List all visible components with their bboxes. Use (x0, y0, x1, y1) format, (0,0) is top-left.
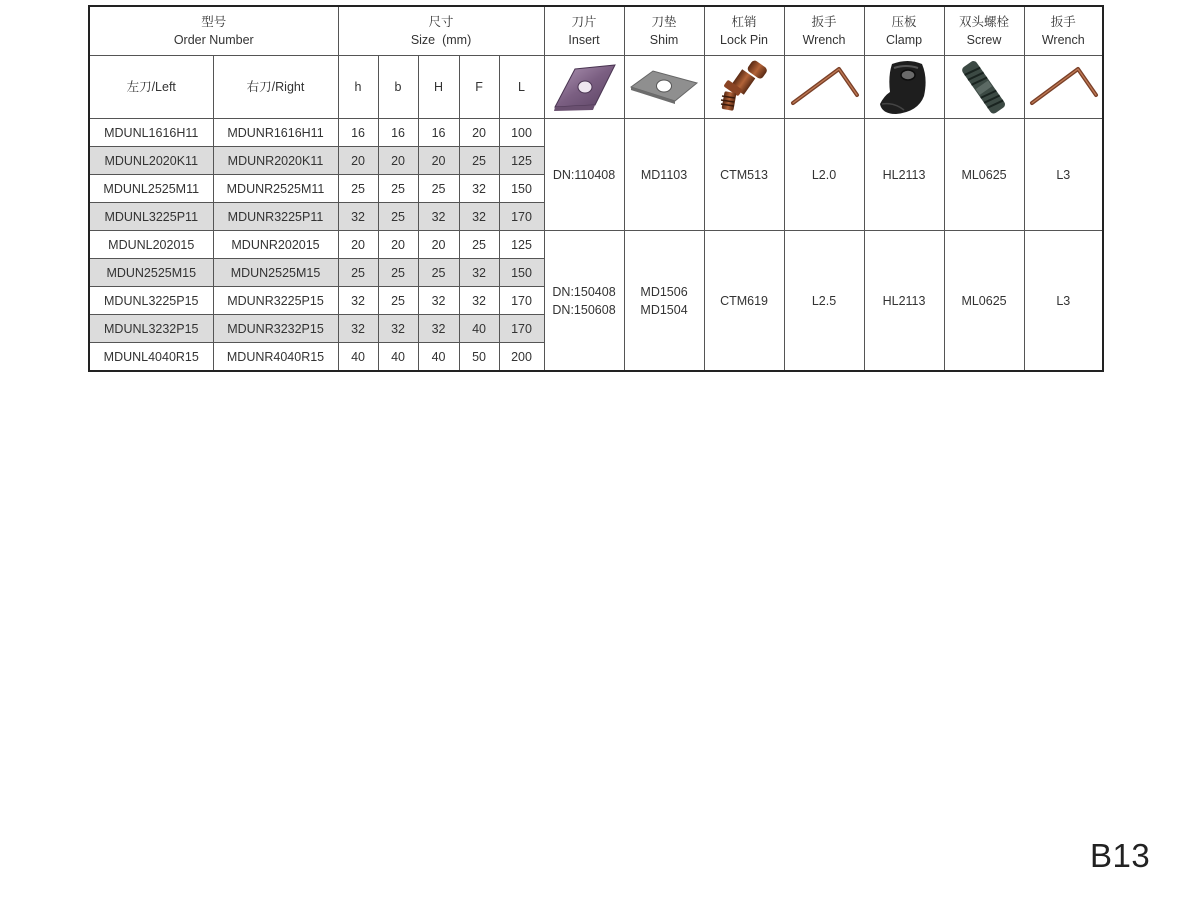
dim-h-value: 32 (338, 203, 378, 231)
left-order-number: MDUNL3225P15 (89, 287, 213, 315)
dim-b-value: 16 (378, 119, 418, 147)
screw-header (944, 6, 1024, 56)
wrench-header (784, 6, 864, 56)
left-order-number: MDUNL3232P15 (89, 315, 213, 343)
clamp-zh: 压板 (891, 15, 917, 29)
lock-pin-zh: 杠销 (731, 15, 757, 29)
dim-b-value: 25 (378, 259, 418, 287)
right-order-number: MDUNR202015 (213, 231, 338, 259)
wrench-icon (787, 61, 861, 113)
dim-H-value: 20 (418, 231, 459, 259)
wrench2-header (1024, 6, 1103, 56)
size-header (338, 6, 544, 56)
insert-en: Insert (568, 33, 600, 47)
left-order-number: MDUNL202015 (89, 231, 213, 259)
insert-value-line: DN:150608 (552, 302, 616, 317)
dim-b-value: 40 (378, 343, 418, 372)
clamp-en: Clamp (885, 33, 923, 47)
screw-value: ML0625 (944, 119, 1024, 231)
dim-b-header: b (378, 56, 418, 119)
dim-L-header: L (499, 56, 544, 119)
wrench2-image-cell (1024, 56, 1103, 119)
dim-F-value: 40 (459, 315, 499, 343)
size-en: Size (mm) (410, 33, 472, 47)
clamp-value: HL2113 (864, 231, 944, 372)
right-header: 右刀/Right (213, 56, 338, 119)
table-row (89, 231, 1103, 259)
screw-en: Screw (966, 33, 1002, 47)
shim-icon (629, 67, 699, 107)
insert-image-cell (544, 56, 624, 119)
order-number-header (89, 6, 338, 56)
insert-header (544, 6, 624, 56)
order-en: Order Number (173, 33, 254, 47)
dim-h-value: 25 (338, 175, 378, 203)
lock-pin-value: CTM513 (704, 119, 784, 231)
dim-H-value: 16 (418, 119, 459, 147)
dim-L-value: 150 (499, 175, 544, 203)
wrench2-en: Wrench (1041, 33, 1085, 47)
wrench-icon (1026, 61, 1100, 113)
dim-h-value: 20 (338, 147, 378, 175)
clamp-image-cell (864, 56, 944, 119)
dim-b-value: 20 (378, 231, 418, 259)
header-row (89, 6, 1103, 56)
left-order-number: MDUN2525M15 (89, 259, 213, 287)
left-order-number: MDUNL4040R15 (89, 343, 213, 372)
shim-zh: 刀垫 (651, 15, 677, 29)
dim-b-value: 25 (378, 175, 418, 203)
wrench-image-cell (784, 56, 864, 119)
dim-h-value: 16 (338, 119, 378, 147)
wrench-en: Wrench (802, 33, 846, 47)
dim-H-value: 20 (418, 147, 459, 175)
spec-table (88, 5, 1104, 372)
dim-F-value: 32 (459, 287, 499, 315)
dim-h-value: 32 (338, 287, 378, 315)
dim-F-header: F (459, 56, 499, 119)
dim-H-value: 25 (418, 259, 459, 287)
dim-L-value: 200 (499, 343, 544, 372)
screw-image-cell (944, 56, 1024, 119)
wrench-value: L2.0 (784, 119, 864, 231)
screw-value: ML0625 (944, 231, 1024, 372)
dim-F-value: 32 (459, 203, 499, 231)
wrench2-value: L3 (1024, 119, 1103, 231)
dim-L-value: 170 (499, 203, 544, 231)
right-order-number: MDUNR3225P15 (213, 287, 338, 315)
dim-H-value: 40 (418, 343, 459, 372)
dim-h-value: 25 (338, 259, 378, 287)
left-order-number: MDUNL2020K11 (89, 147, 213, 175)
dim-F-value: 50 (459, 343, 499, 372)
size-zh: 尺寸 (428, 15, 454, 29)
insert-value-line: DN:150408 (552, 284, 616, 299)
right-order-number: MDUNR3232P15 (213, 315, 338, 343)
dim-F-value: 32 (459, 259, 499, 287)
subheader-row (89, 56, 1103, 119)
right-order-number: MDUNR2525M11 (213, 175, 338, 203)
screw-zh: 双头螺栓 (959, 15, 1010, 29)
shim-value-line: MD1504 (640, 302, 688, 317)
shim-image-cell (624, 56, 704, 119)
dim-b-value: 32 (378, 315, 418, 343)
shim-header (624, 6, 704, 56)
insert-icon (549, 61, 619, 113)
dim-h-header: h (338, 56, 378, 119)
lock-pin-image-cell (704, 56, 784, 119)
dim-F-value: 20 (459, 119, 499, 147)
lock-pin-en: Lock Pin (720, 33, 768, 47)
shim-en: Shim (649, 33, 679, 47)
lock-pin-icon (711, 60, 777, 114)
lock-pin-header (704, 6, 784, 56)
wrench-value: L2.5 (784, 231, 864, 372)
lock-pin-value: CTM619 (704, 231, 784, 372)
table-body (89, 6, 1103, 371)
page-number: B13 (1090, 837, 1151, 874)
screw-icon (953, 58, 1015, 116)
right-order-number: MDUNR4040R15 (213, 343, 338, 372)
dim-b-value: 25 (378, 203, 418, 231)
clamp-value: HL2113 (864, 119, 944, 231)
dim-H-value: 32 (418, 287, 459, 315)
dim-H-header: H (418, 56, 459, 119)
dim-L-value: 125 (499, 147, 544, 175)
insert-value-line: DN:110408 (552, 167, 616, 182)
insert-zh: 刀片 (571, 15, 597, 29)
dim-L-value: 170 (499, 315, 544, 343)
clamp-header (864, 6, 944, 56)
wrench-zh: 扳手 (811, 15, 837, 29)
dim-F-value: 25 (459, 147, 499, 175)
dim-b-value: 20 (378, 147, 418, 175)
insert-value (544, 119, 624, 231)
right-order-number: MDUNR2020K11 (213, 147, 338, 175)
dim-L-value: 170 (499, 287, 544, 315)
shim-value-line: MD1103 (640, 167, 688, 182)
left-order-number: MDUNL3225P11 (89, 203, 213, 231)
right-order-number: MDUNR3225P11 (213, 203, 338, 231)
dim-L-value: 150 (499, 259, 544, 287)
clamp-icon (874, 58, 934, 116)
dim-F-value: 32 (459, 175, 499, 203)
shim-value-line: MD1506 (640, 284, 688, 299)
left-order-number: MDUNL2525M11 (89, 175, 213, 203)
right-order-number: MDUNR1616H11 (213, 119, 338, 147)
dim-L-value: 125 (499, 231, 544, 259)
dim-b-value: 25 (378, 287, 418, 315)
table-row (89, 119, 1103, 147)
dim-L-value: 100 (499, 119, 544, 147)
left-header: 左刀/Left (89, 56, 213, 119)
dim-F-value: 25 (459, 231, 499, 259)
dim-h-value: 32 (338, 315, 378, 343)
wrench2-value: L3 (1024, 231, 1103, 372)
insert-value (544, 231, 624, 372)
dim-H-value: 25 (418, 175, 459, 203)
wrench2-zh: 扳手 (1050, 15, 1076, 29)
dim-H-value: 32 (418, 315, 459, 343)
dim-h-value: 40 (338, 343, 378, 372)
order-zh: 型号 (201, 15, 227, 29)
left-order-number: MDUNL1616H11 (89, 119, 213, 147)
dim-h-value: 20 (338, 231, 378, 259)
shim-value (624, 231, 704, 372)
right-order-number: MDUN2525M15 (213, 259, 338, 287)
shim-value (624, 119, 704, 231)
dim-H-value: 32 (418, 203, 459, 231)
